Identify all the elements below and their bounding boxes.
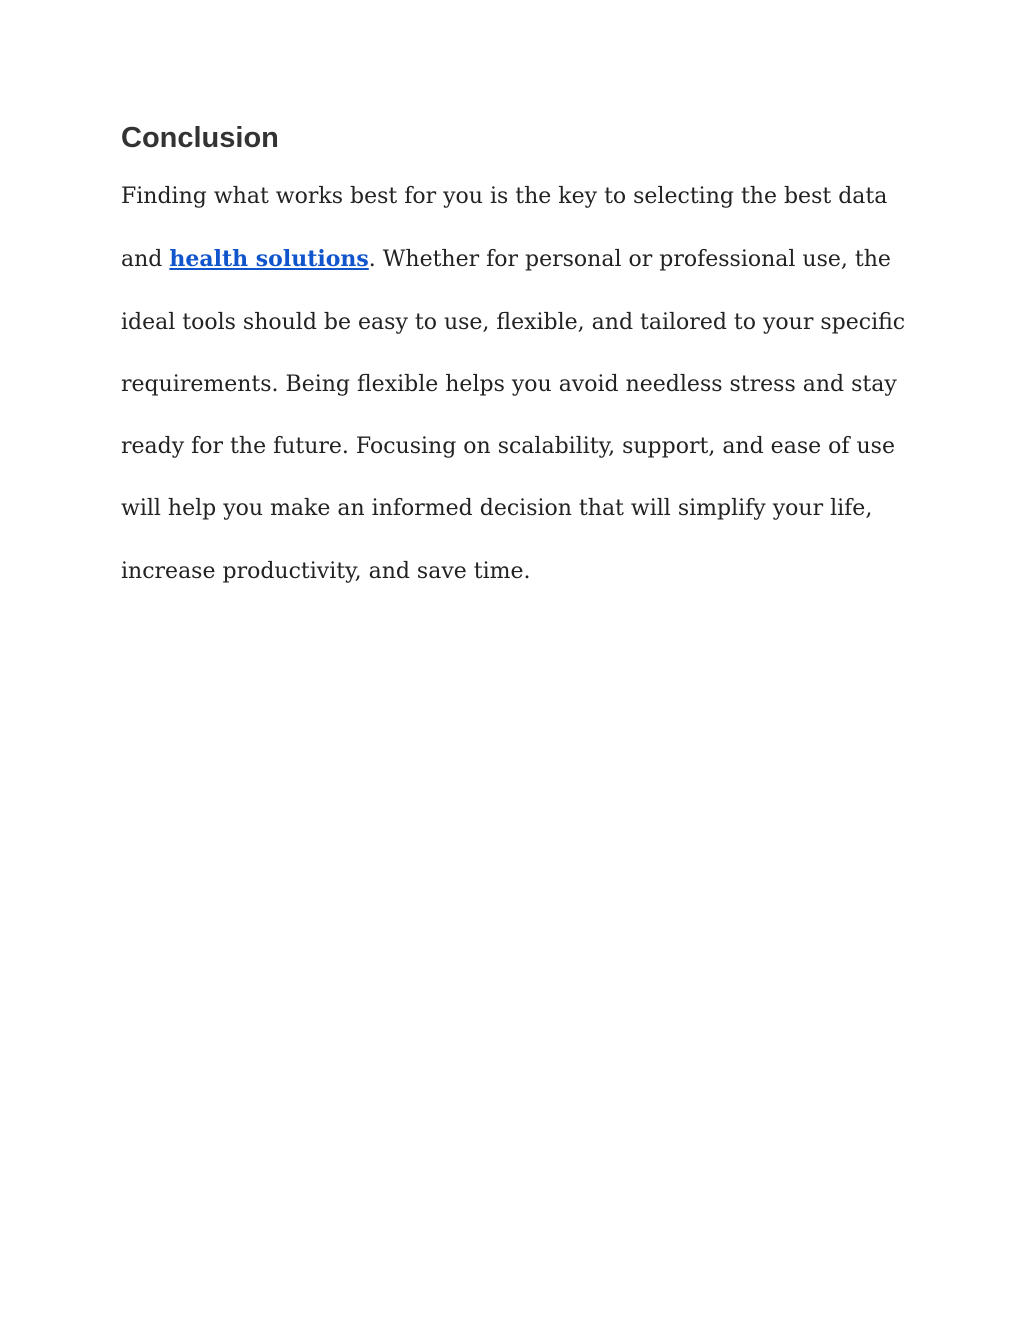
line-2-suffix: . Whether for personal or professional use, the xyxy=(368,247,891,273)
section-heading: Conclusion xyxy=(121,122,279,154)
paragraph-line-1: Finding what works best for you is the key to selecting the best data xyxy=(121,184,888,209)
line-2-prefix: and xyxy=(121,247,170,273)
health-solutions-link[interactable]: health solutions xyxy=(169,246,369,273)
paragraph-line-5: ready for the future. Focusing on scalability, support, and ease of use xyxy=(121,434,895,460)
conclusion-paragraph xyxy=(121,166,911,603)
paragraph-line-7: increase productivity, and save time. xyxy=(121,558,531,584)
paragraph-line-4: requirements. Being flexible helps you avoid needless stress and stay xyxy=(121,371,897,397)
paragraph-line-2 xyxy=(121,228,911,291)
paragraph-line-6: will help you make an informed decision that will simplify your life, xyxy=(121,496,873,522)
paragraph-line-3: ideal tools should be easy to use, flexible, and tailored to your specific xyxy=(121,309,906,335)
